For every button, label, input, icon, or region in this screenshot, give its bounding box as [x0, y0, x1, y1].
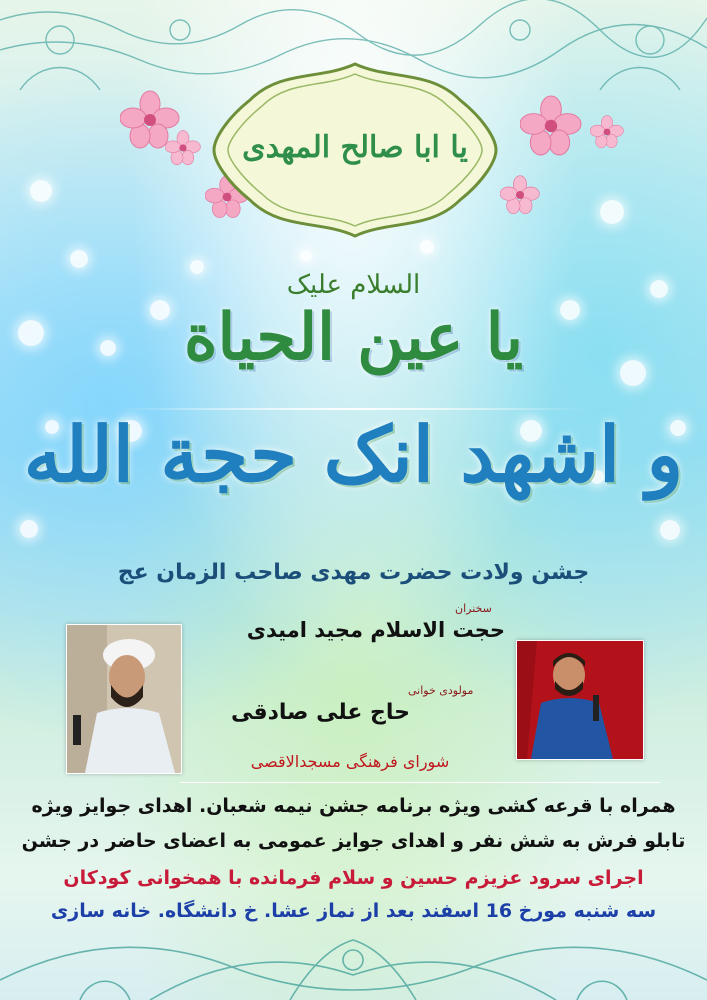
speaker-name: حجت الاسلام مجید امیدی	[246, 618, 505, 642]
medallion-text: یا ابا صالح المهدی	[242, 130, 468, 165]
flower-icon	[500, 175, 540, 215]
eulogist-photo	[516, 640, 644, 760]
speaker-role-label: سخنران	[455, 602, 492, 615]
eulogist-role-label: مولودی خوانی	[408, 684, 474, 697]
body-line-3: اجرای سرود عزیزم حسین و سلام فرمانده با همخوانی کودکان	[63, 867, 644, 889]
organizer-text: شورای فرهنگی مسجدالاقصی	[250, 752, 450, 771]
calligraphy-line-1: یا عین الحیاة	[183, 300, 524, 375]
salutation-text: السلام علیک	[286, 270, 421, 300]
event-subtitle: جشن ولادت حضرت مهدی صاحب الزمان عج	[117, 560, 590, 585]
body-line-2: تابلو فرش به شش نفر و اهدای جوایز عمومی به اعضای حاضر در جشن	[21, 830, 686, 852]
flower-icon	[165, 130, 201, 166]
flower-icon	[590, 115, 624, 149]
islimi-ornament-icon	[0, 880, 707, 1000]
calligraphy-line-2: و اشهد انک حجة الله	[23, 410, 684, 499]
body-line-1: همراه با قرعه کشی ویژه برنامه جشن نیمه شعبان. اهدای جوایز ویژه	[31, 795, 676, 817]
eulogist-name: حاج علی صادقی	[230, 700, 410, 725]
body-line-4: سه شنبه مورخ 16 اسفند بعد از نماز عشا. خ دانشگاه. خانه سازی	[50, 900, 657, 922]
speaker-photo	[66, 624, 182, 774]
divider	[180, 782, 660, 783]
flower-icon	[520, 95, 582, 157]
